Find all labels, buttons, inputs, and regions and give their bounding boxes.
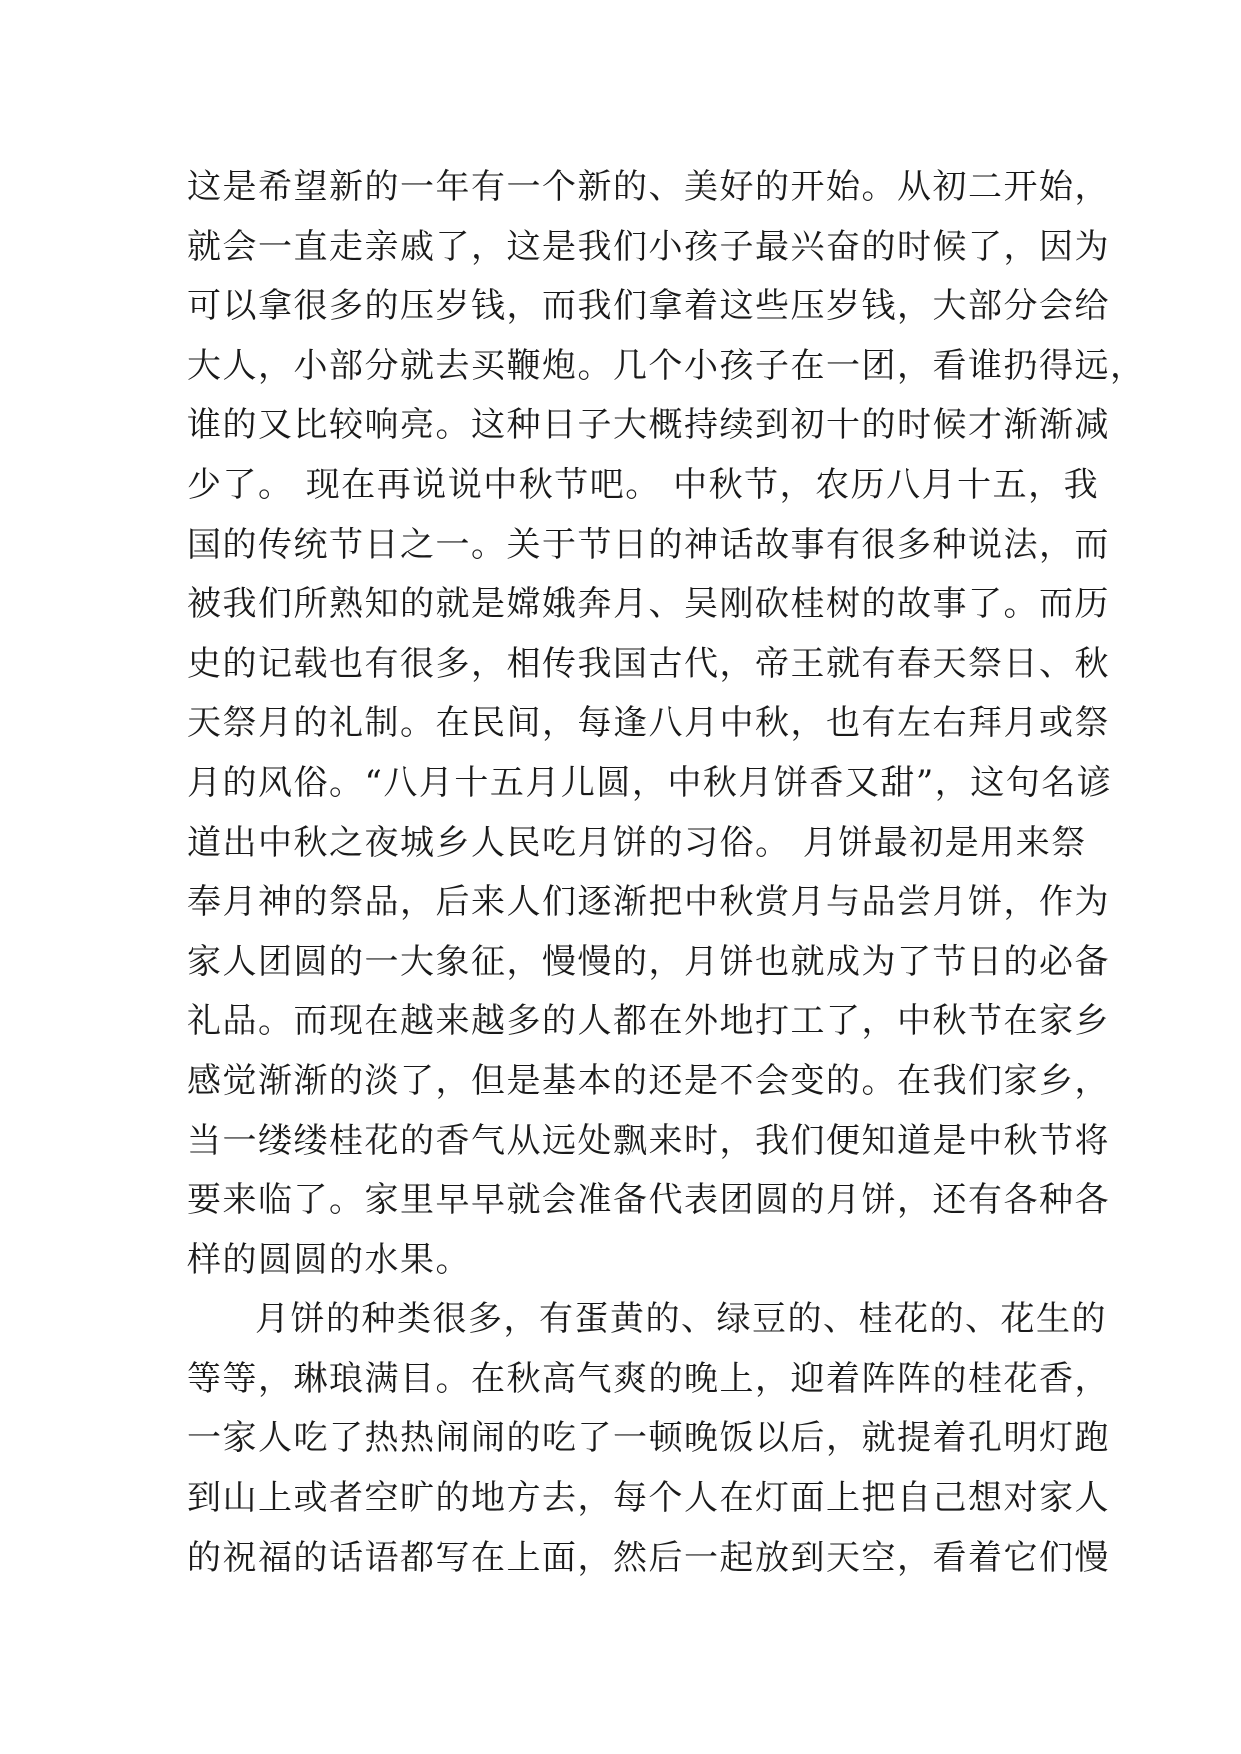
text-line: 礼品。而现在越来越多的人都在外地打工了，中秋节在家乡 (187, 1001, 1110, 1042)
text-line: 就会一直走亲戚了，这是我们小孩子最兴奋的时候了，因为 (187, 226, 1110, 267)
text-line: 当一缕缕桂花的香气从远处飘来时，我们便知道是中秋节将 (187, 1120, 1110, 1161)
text-line: 这是希望新的一年有一个新的、美好的开始。从初二开始， (187, 167, 1110, 207)
text-line: 谁的又比较响亮。这种日子大概持续到初十的时候才渐渐减 (187, 405, 1110, 446)
text-line: 月的风俗。“八月十五月儿圆，中秋月饼香又甜”，这句名谚 (187, 762, 1113, 803)
text-line: 天祭月的礼制。在民间，每逢八月中秋，也有左右拜月或祭 (187, 703, 1110, 744)
document-body (187, 158, 1146, 1588)
text-line: 一家人吃了热热闹闹的吃了一顿晚饭以后，就提着孔明灯跑 (187, 1418, 1110, 1459)
text-line: 的祝福的话语都写在上面，然后一起放到天空，看着它们慢 (187, 1537, 1110, 1578)
text-line: 等等，琳琅满目。在秋高气爽的晚上，迎着阵阵的桂花香， (187, 1358, 1110, 1399)
text-line: 到山上或者空旷的地方去，每个人在灯面上把自己想对家人 (187, 1478, 1110, 1519)
text-line: 史的记载也有很多，相传我国古代，帝王就有春天祭日、秋 (187, 643, 1110, 684)
text-line: 要来临了。家里早早就会准备代表团圆的月饼，还有各种各 (187, 1180, 1110, 1221)
text-line: 家人团圆的一大象征，慢慢的，月饼也就成为了节日的必备 (187, 941, 1110, 982)
text-line: 可以拿很多的压岁钱，而我们拿着这些压岁钱，大部分会给 (187, 286, 1110, 327)
text-line: 被我们所熟知的就是嫦娥奔月、吴刚砍桂树的故事了。而历 (187, 584, 1110, 625)
text-line-indented: 月饼的种类很多，有蛋黄的、绿豆的、桂花的、花生的 (255, 1299, 1107, 1340)
text-line: 国的传统节日之一。关于节日的神话故事有很多种说法，而 (187, 524, 1110, 565)
text-line: 样的圆圆的水果。 (187, 1239, 471, 1280)
text-line: 感觉渐渐的淡了，但是基本的还是不会变的。在我们家乡， (187, 1060, 1110, 1101)
text-line: 道出中秋之夜城乡人民吃月饼的习俗。 月饼最初是用来祭 (187, 822, 1087, 863)
text-line: 大人，小部分就去买鞭炮。几个小孩子在一团，看谁扔得远， (187, 345, 1146, 386)
text-line: 少了。 现在再说说中秋节吧。 中秋节，农历八月十五，我 (187, 464, 1100, 505)
text-line: 奉月神的祭品，后来人们逐渐把中秋赏月与品尝月饼，作为 (187, 882, 1110, 923)
